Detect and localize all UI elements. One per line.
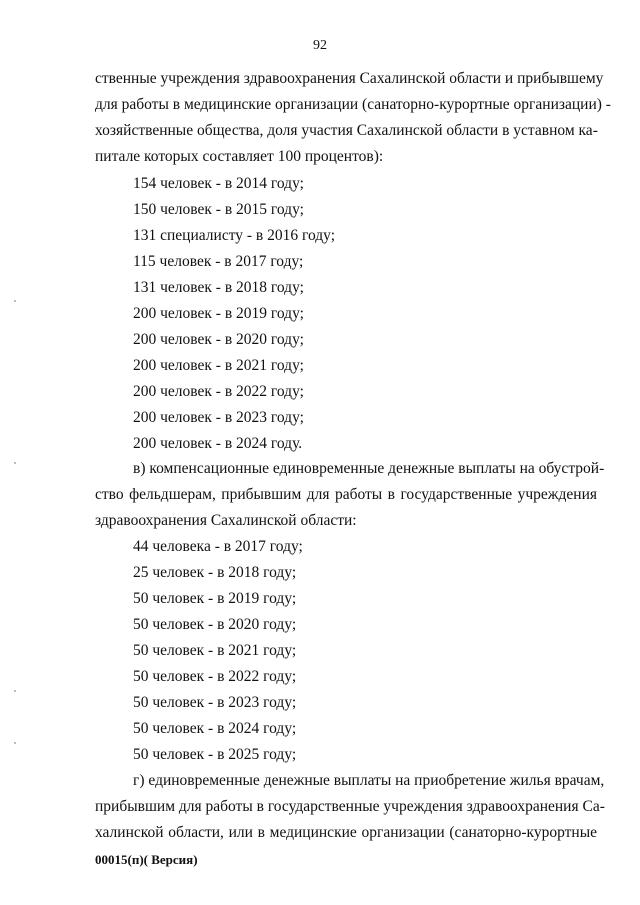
list-item: 200 человек - в 2019 году; <box>133 305 304 322</box>
list-item: 50 человек - в 2023 году; <box>133 694 297 711</box>
text-line: ственные учреждения здравоохранения Сахалинской области и прибывшему <box>95 70 604 87</box>
scan-speck <box>14 690 16 692</box>
list-item: 200 человек - в 2021 году; <box>133 357 304 374</box>
list-item: 131 человек - в 2018 году; <box>133 279 304 296</box>
list-item: 115 человек - в 2017 году; <box>133 253 304 270</box>
text-line: для работы в медицинские организации (санаторно-курортные организации) - <box>95 96 611 113</box>
list-item: 44 человека - в 2017 году; <box>133 538 303 555</box>
list-item: 154 человек - в 2014 году; <box>133 175 304 192</box>
list-item: 50 человек - в 2025 году; <box>133 746 297 763</box>
text-line: г) единовременные денежные выплаты на приобретение жилья врачам, <box>133 772 605 789</box>
list-paramedics-by-year <box>133 534 303 768</box>
list-item: 200 человек - в 2024 году. <box>133 435 303 452</box>
list-item: 200 человек - в 2023 году; <box>133 409 304 426</box>
text-line: питале которых составляет 100 процентов): <box>95 148 384 165</box>
scan-speck <box>14 742 16 744</box>
page-number: 92 <box>313 38 327 53</box>
list-item: 200 человек - в 2022 году; <box>133 383 304 400</box>
document-footer-code: 00015(п)( Версия) <box>95 852 198 867</box>
list-item: 50 человек - в 2020 году; <box>133 616 297 633</box>
list-item: 200 человек - в 2020 году; <box>133 331 304 348</box>
list-item: 50 человек - в 2021 году; <box>133 642 297 659</box>
list-quota-by-year <box>133 171 335 457</box>
list-item: 25 человек - в 2018 году; <box>133 564 297 581</box>
text-line: хозяйственные общества, доля участия Сахалинской области в уставном ка- <box>95 122 598 139</box>
text-line: в) компенсационные единовременные денежные выплаты на обустрой- <box>133 460 605 477</box>
list-item: 50 человек - в 2019 году; <box>133 590 297 607</box>
scan-speck <box>14 462 16 464</box>
text-line: прибывшим для работы в государственные учреждения здравоохранения Са- <box>95 798 605 815</box>
list-item: 131 специалисту - в 2016 году; <box>133 227 336 244</box>
text-line: халинской области, или в медицинские организации (санаторно-курортные <box>95 824 597 841</box>
list-item: 150 человек - в 2015 году; <box>133 201 304 218</box>
scan-speck <box>14 300 16 302</box>
list-item: 50 человек - в 2024 году; <box>133 720 297 737</box>
list-item: 50 человек - в 2022 году; <box>133 668 297 685</box>
text-line: здравоохранения Сахалинской области: <box>95 512 357 529</box>
text-line: ство фельдшерам, прибывшим для работы в государственные учреждения <box>95 486 597 503</box>
